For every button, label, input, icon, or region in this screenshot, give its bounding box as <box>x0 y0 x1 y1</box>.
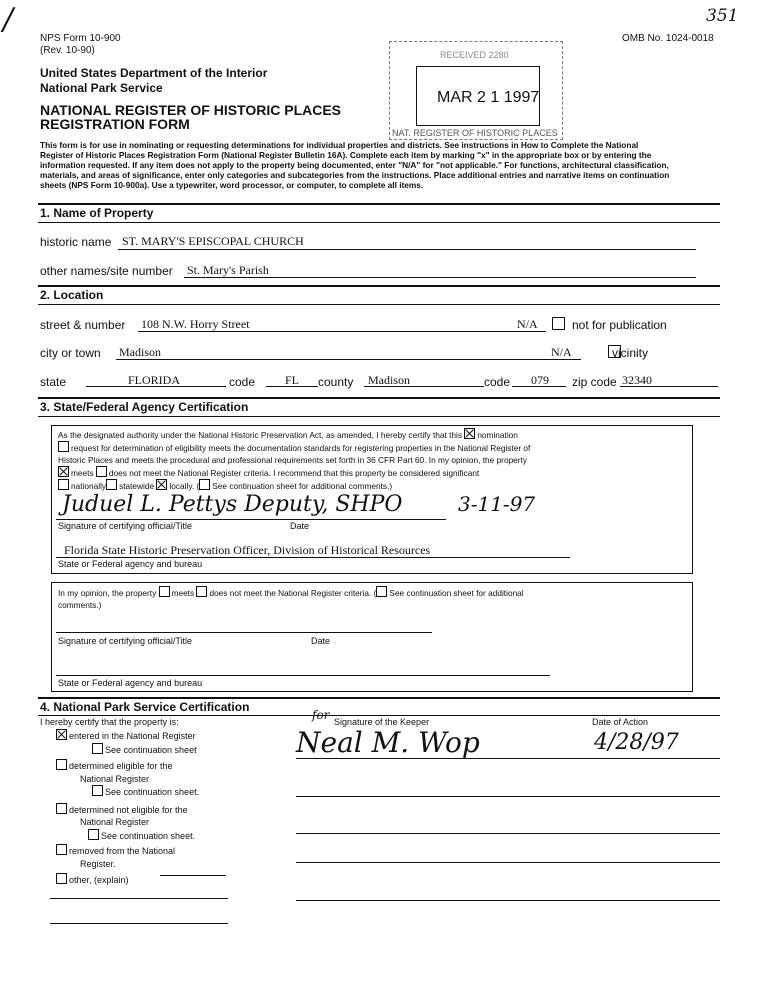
keeper-line <box>296 900 720 901</box>
street-label: street & number <box>40 318 126 332</box>
signature-label: Signature of certifying official/Title <box>58 521 193 531</box>
signature-line <box>56 519 446 520</box>
cert-line1a: As the designated authority under the National Historic Preservation Act, as amended, I hereby certify that this <box>58 430 462 440</box>
field-underline <box>364 386 484 387</box>
form-number: NPS Form 10-900 <box>40 33 121 44</box>
option-entered-cont <box>56 743 296 757</box>
keeper-line <box>296 758 720 759</box>
city-label: city or town <box>40 346 101 360</box>
keeper-signature: Neal M. Wop <box>296 726 480 759</box>
cert-line <box>58 479 688 492</box>
section-rule <box>38 697 720 699</box>
left-edge-mark: / <box>3 2 14 37</box>
section-rule <box>38 222 720 223</box>
instructions-line: This form is for use in nominating or requesting determinations for individual properties and districts. See instructions in How to Complete the National <box>40 140 639 150</box>
form-subtitle: REGISTRATION FORM <box>40 116 190 132</box>
cert-line: Historic Places and meets the procedural and professional requirements set forth in 36 CFR Part 60. In my opinion, the property <box>58 455 528 465</box>
other-names-label: other names/site number <box>40 264 173 278</box>
opinion-a: In my opinion, the property <box>58 588 157 598</box>
not-eligible-label: determined not eligible for the <box>69 804 188 815</box>
locally-label: locally. ( <box>169 481 200 491</box>
field-underline <box>266 386 318 387</box>
certifying-date: 3-11-97 <box>458 492 536 516</box>
stamp-bottom: NAT. REGISTER OF HISTORIC PLACES <box>392 128 558 138</box>
handwritten-page-number: 351 <box>706 6 739 26</box>
opinion-line <box>58 586 683 599</box>
not-eligible-checkbox[interactable] <box>56 803 67 814</box>
cert-line <box>58 428 688 441</box>
field-underline <box>116 359 581 360</box>
date-label-2: Date <box>311 636 331 646</box>
statewide-label: statewide <box>119 481 155 491</box>
signature-line <box>56 632 432 633</box>
statewide-checkbox[interactable] <box>106 479 117 490</box>
county-code-label: code <box>484 375 511 389</box>
instructions-line: Register of Historic Places Registration Form (National Register Bulletin 16A). Complete each item by marking "x" in the appropriate box or by entering the <box>40 150 652 160</box>
entered-continuation-checkbox[interactable] <box>92 743 103 754</box>
entered-checkbox[interactable] <box>56 729 67 740</box>
section-rule <box>38 285 720 287</box>
agency-label: State or Federal agency and bureau <box>58 559 203 569</box>
omb-number: OMB No. 1024-0018 <box>622 33 714 44</box>
keeper-line <box>296 862 720 863</box>
section3-heading: 3. State/Federal Agency Certification <box>40 400 249 414</box>
for-mark: for <box>312 708 330 722</box>
removed-label-2: Register. <box>80 858 116 869</box>
agency-line <box>56 557 570 558</box>
meets-label: meets <box>71 468 94 478</box>
keeper-line <box>296 796 720 797</box>
see-continuation: See continuation sheet. <box>105 787 200 797</box>
option-entered <box>56 729 296 743</box>
na-publication: N/A <box>517 317 538 331</box>
section-rule <box>38 416 720 417</box>
instructions-line: sheets (NPS Form 10-900a). Use a typewriter, word processor, or computer, to complete all items. <box>40 180 424 190</box>
not-for-publication-checkbox[interactable] <box>552 317 565 330</box>
opinion-text <box>58 586 683 611</box>
keeper-line <box>296 833 720 834</box>
agency-value[interactable]: Florida State Historic Preservation Officer, Division of Historical Resources <box>64 543 431 557</box>
state-code-label: code <box>229 375 256 389</box>
certify-text: I hereby certify that the property is: <box>40 717 179 727</box>
section-rule <box>38 304 720 305</box>
meets-checkbox[interactable] <box>58 466 69 477</box>
not-eligible-label-2: National Register <box>80 817 150 827</box>
option-not-eligible-cont <box>56 829 296 843</box>
cert-line <box>58 466 688 479</box>
nomination-checkbox[interactable] <box>464 428 475 439</box>
signature-label-2: Signature of certifying official/Title <box>58 636 193 646</box>
cert-line <box>58 441 688 454</box>
field-underline <box>138 331 546 332</box>
eligible-checkbox[interactable] <box>56 759 67 770</box>
stamp-received: RECEIVED 2280 <box>440 50 509 60</box>
eligible-label: determined eligible for the <box>69 761 173 771</box>
section2-heading: 2. Location <box>40 288 104 302</box>
historic-name-value[interactable]: ST. MARY'S EPISCOPAL CHURCH <box>122 234 304 248</box>
instructions-line: materials, and areas of significance, enter only categories and subcategories from the instructions. Place additional entries and narrative items on continuation <box>40 170 670 180</box>
other-names-value[interactable]: St. Mary's Parish <box>187 263 269 277</box>
does-not-meet-label: does not meet the National Register criteria. I recommend that this property be considered significant <box>108 468 480 478</box>
field-underline <box>620 386 718 387</box>
see-continuation: See continuation sheet <box>105 744 197 755</box>
state-cert-text <box>58 428 688 492</box>
certifying-signature: Juduel L. Pettys Deputy, SHPO <box>62 492 403 517</box>
keeper-label: Signature of the Keeper <box>334 717 430 727</box>
instructions-line: information requested. If any item does not apply to the property being documented, enter "N/A" for "not applicable." For functions, architectural classification, <box>40 160 669 170</box>
cert-line2: request for determination of eligibility meets the documentation standards for registering properties in the National Register of <box>71 443 531 453</box>
agency-label-2: State or Federal agency and bureau <box>58 678 203 688</box>
not-for-publication-label: not for publication <box>572 318 667 332</box>
date-of-action-label: Date of Action <box>592 717 649 727</box>
section4-heading: 4. National Park Service Certification <box>40 700 250 714</box>
section-rule <box>38 397 720 399</box>
city-value[interactable]: Madison <box>119 345 161 359</box>
opinion-c: does not meet the National Register criteria. ( <box>209 588 377 598</box>
field-underline <box>184 277 696 278</box>
zip-label: zip code <box>572 375 617 389</box>
county-label: county <box>318 375 354 389</box>
field-underline <box>86 386 226 387</box>
street-value[interactable]: 108 N.W. Horry Street <box>141 317 250 331</box>
locally-checkbox[interactable] <box>156 479 167 490</box>
state-label: state <box>40 375 67 389</box>
other-label: other, (explain) <box>69 875 129 885</box>
county-value[interactable]: Madison <box>368 373 410 387</box>
state-code-value[interactable]: FL <box>285 373 300 387</box>
department-name: United States Department of the Interior <box>40 66 268 80</box>
not-eligible-continuation-checkbox[interactable] <box>88 829 99 840</box>
nationally-label: nationally <box>71 481 107 491</box>
county-code-value[interactable]: 079 <box>531 373 549 387</box>
historic-name-label: historic name <box>40 235 112 249</box>
date-label: Date <box>290 521 310 531</box>
keeper-options <box>56 729 296 887</box>
see-continuation: See continuation sheet. <box>101 830 196 841</box>
entered-label: entered in the National Register <box>69 731 196 741</box>
field-underline <box>118 249 696 250</box>
removed-checkbox[interactable] <box>56 844 67 855</box>
state-value[interactable]: FLORIDA <box>128 373 181 387</box>
opinion-meets-checkbox[interactable] <box>159 586 170 597</box>
form-title: NATIONAL REGISTER OF HISTORIC PLACES <box>40 102 342 118</box>
continuation-label: See continuation sheet for additional comments.) <box>212 481 393 491</box>
option-not-eligible <box>56 803 296 817</box>
request-checkbox[interactable] <box>58 441 69 452</box>
section-rule <box>38 203 720 205</box>
instructions <box>40 140 730 190</box>
agency-line <box>56 675 550 676</box>
form-revision: (Rev. 10-90) <box>40 45 95 56</box>
service-name: National Park Service <box>40 81 163 95</box>
opinion-d: See continuation sheet for additional <box>389 588 524 598</box>
opinion-not-meet-checkbox[interactable] <box>196 586 207 597</box>
action-date: 4/28/97 <box>594 730 679 755</box>
eligible-label-2: National Register <box>80 773 150 784</box>
nationally-checkbox[interactable] <box>58 479 69 490</box>
section-rule <box>38 715 720 716</box>
na-vicinity: N/A <box>551 345 572 359</box>
option-removed <box>56 844 296 858</box>
field-underline <box>512 386 566 387</box>
explain-line <box>50 898 228 899</box>
section1-heading: 1. Name of Property <box>40 206 154 220</box>
other-explain-line <box>160 875 226 876</box>
other-checkbox[interactable] <box>56 873 67 884</box>
does-not-meet-checkbox[interactable] <box>96 466 107 477</box>
vicinity-label: vicinity <box>612 346 649 360</box>
opinion-e: comments.) <box>58 600 102 610</box>
continuation-checkbox[interactable] <box>199 479 210 490</box>
eligible-continuation-checkbox[interactable] <box>92 785 103 796</box>
opinion-continuation-checkbox[interactable] <box>376 586 387 597</box>
zip-value[interactable]: 32340 <box>622 373 652 387</box>
removed-label: removed from the National <box>69 846 176 856</box>
option-eligible <box>56 759 296 773</box>
stamp-date: MAR 2 1 1997 <box>437 89 540 106</box>
opinion-b: meets <box>171 588 195 598</box>
explain-line <box>50 923 228 924</box>
cert-line1b: nomination <box>477 430 518 440</box>
option-eligible-cont <box>56 785 296 799</box>
